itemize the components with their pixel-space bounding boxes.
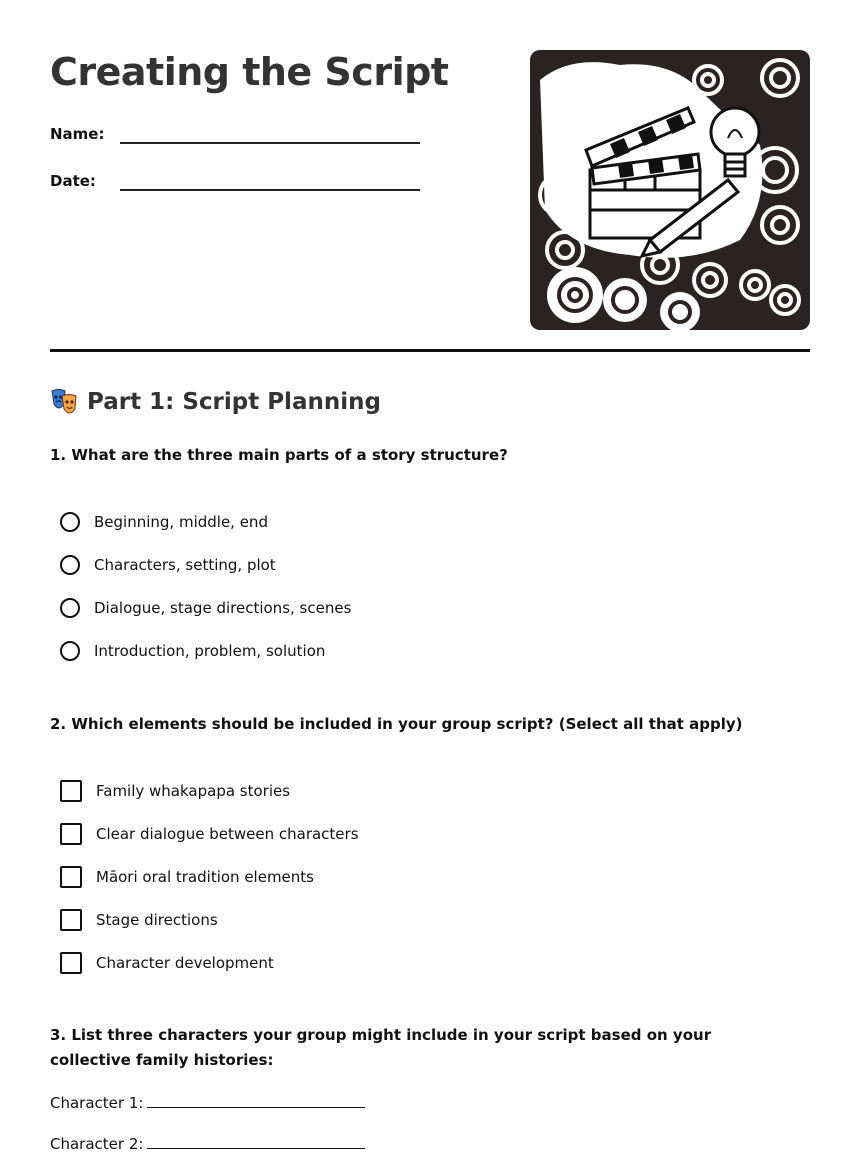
option-label: Characters, setting, plot — [94, 556, 276, 574]
page-title: Creating the Script — [50, 50, 449, 94]
q1-option-2[interactable] — [60, 552, 276, 578]
question-1: 1. What are the three main parts of a story structure? — [50, 446, 508, 464]
q2-option-4[interactable] — [60, 907, 218, 933]
name-line[interactable] — [120, 142, 420, 144]
date-field — [50, 164, 430, 194]
q2-option-1[interactable] — [60, 778, 290, 804]
checkbox[interactable] — [60, 952, 82, 974]
radio-button[interactable] — [60, 641, 80, 661]
radio-button[interactable] — [60, 555, 80, 575]
script-illustration — [530, 50, 810, 330]
name-field — [50, 117, 430, 147]
section-divider — [50, 349, 810, 352]
date-label: Date: — [50, 172, 96, 190]
clapperboard-illustration-icon — [530, 50, 810, 330]
option-label: Dialogue, stage directions, scenes — [94, 599, 352, 617]
q1-option-3[interactable] — [60, 595, 351, 621]
question-3: 3. List three characters your group might include in your script based on your collective family histories: — [50, 1026, 712, 1069]
option-label: Stage directions — [96, 911, 218, 929]
q2-option-3[interactable] — [60, 864, 314, 890]
checkbox[interactable] — [60, 823, 82, 845]
option-label: Beginning, middle, end — [94, 513, 268, 531]
q1-option-4[interactable] — [60, 638, 325, 664]
q2-option-5[interactable] — [60, 950, 274, 976]
character-1-blank[interactable] — [147, 1093, 365, 1108]
character-1-line — [50, 1093, 365, 1112]
part1-heading — [50, 388, 381, 416]
option-label: Introduction, problem, solution — [94, 642, 326, 660]
part1-title: Part 1: Script Planning — [87, 389, 381, 415]
character-2-label: Character 2: — [50, 1135, 144, 1153]
name-label: Name: — [50, 125, 105, 143]
q2-option-2[interactable] — [60, 821, 359, 847]
radio-button[interactable] — [60, 512, 80, 532]
checkbox[interactable] — [60, 866, 82, 888]
character-1-label: Character 1: — [50, 1094, 144, 1112]
option-label: Family whakapapa stories — [96, 782, 291, 800]
theater-masks-icon — [50, 388, 78, 416]
option-label: Clear dialogue between characters — [96, 825, 359, 843]
option-label: Character development — [96, 954, 274, 972]
checkbox[interactable] — [60, 909, 82, 931]
checkbox[interactable] — [60, 780, 82, 802]
radio-button[interactable] — [60, 598, 80, 618]
character-2-line — [50, 1134, 365, 1153]
question-2: 2. Which elements should be included in your group script? (Select all that apply) — [50, 715, 743, 733]
option-label: Māori oral tradition elements — [96, 868, 314, 886]
character-2-blank[interactable] — [147, 1134, 365, 1149]
date-line[interactable] — [120, 189, 420, 191]
q1-option-1[interactable] — [60, 509, 268, 535]
